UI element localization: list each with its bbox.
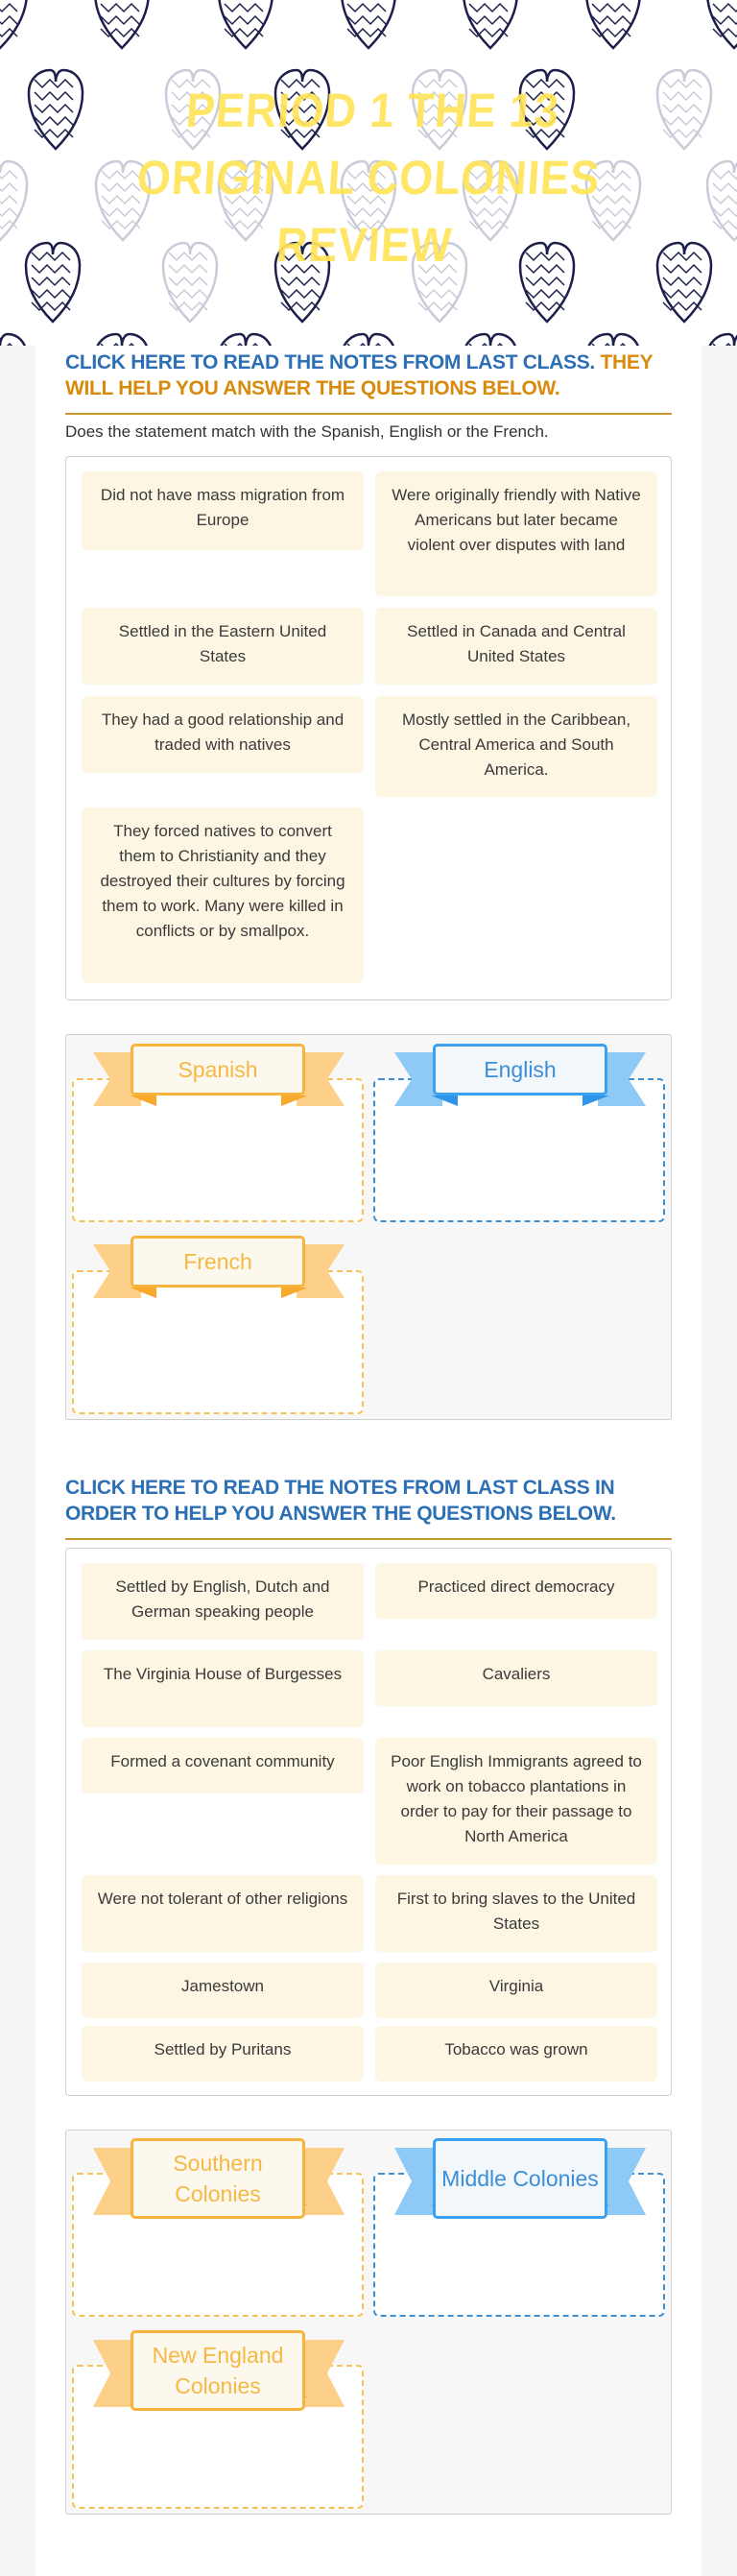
section2-heading [65,1475,672,1540]
heart-icon [342,334,395,346]
drag-card[interactable]: Tobacco was grown [375,2026,657,2082]
heart-icon [657,70,711,149]
drag-card[interactable]: Cavaliers [375,1650,657,1706]
drag-card[interactable]: Were originally friendly with Native Americans but later became violent over disputes with land [375,471,657,596]
drag-card[interactable]: Settled by English, Dutch and German speaking people [82,1563,364,1640]
drag-card[interactable]: Settled by Puritans [82,2026,364,2082]
heart-icon [219,334,273,346]
statement-cards-2 [65,1548,672,2096]
heart-icon [95,0,149,48]
heart-icon [707,334,737,346]
drag-card[interactable]: Virginia [375,1962,657,2018]
heart-icon [464,0,517,48]
bucket-label-southern: Southern Colonies [131,2138,305,2219]
drag-card[interactable]: Formed a covenant community [82,1738,364,1794]
notes-link-2[interactable]: CLICK HERE TO READ THE NOTES FROM LAST CLASS IN ORDER TO HELP YOU ANSWER THE QUESTIONS BELOW. [65,1477,616,1525]
page-title: PERIOD 1 THE 13 ORIGINAL COLONIES REVIEW [135,84,602,272]
heart-icon [707,0,737,48]
drag-card[interactable]: The Virginia House of Burgesses [82,1650,364,1727]
heart-icon [219,0,273,48]
heart-icon [29,70,83,149]
drag-card[interactable]: They forced natives to convert them to Christianity and they destroyed their cultures by forcing them to work. Many were killed in conflicts or by smallpox. [82,807,364,983]
drag-card[interactable]: Mostly settled in the Caribbean, Central America and South America. [375,696,657,797]
drag-card[interactable]: Were not tolerant of other religions [82,1875,364,1952]
drag-card[interactable]: Did not have mass migration from Europe [82,471,364,550]
heart-icon [586,334,640,346]
drag-card[interactable]: Poor English Immigrants agreed to work on tobacco plantations in order to pay for their passage to North America [375,1738,657,1865]
section1-heading-rest: THEY WILL HELP YOU ANSWER THE QUESTIONS BELOW. [65,351,653,399]
section1-heading [65,349,672,415]
heart-icon [707,161,737,240]
notes-link[interactable]: CLICK HERE TO READ THE NOTES FROM LAST CLASS. [65,351,595,373]
drag-card[interactable]: Settled in the Eastern United States [82,608,364,685]
heart-icon [95,334,149,346]
bucket-label-english: English [433,1044,607,1095]
heart-icon [342,0,395,48]
bucket-label-middle: Middle Colonies [433,2138,607,2219]
bucket-area-1 [65,1034,672,1420]
heart-icon [657,243,711,322]
drag-card[interactable]: Settled in Canada and Central United States [375,608,657,685]
heart-icon [0,334,27,346]
drag-card[interactable]: Jamestown [82,1962,364,2018]
heart-icon [26,243,80,322]
header-banner [0,0,737,346]
heart-icon [0,161,27,240]
worksheet-card [36,346,701,2576]
drag-card[interactable]: Practiced direct democracy [375,1563,657,1619]
bucket-area-2 [65,2130,672,2515]
heart-icon [464,334,517,346]
drag-card[interactable]: They had a good relationship and traded with natives [82,696,364,773]
statement-cards-1 [65,456,672,1000]
bucket-label-spanish: Spanish [131,1044,305,1095]
bucket-label-french: French [131,1236,305,1288]
drag-card[interactable]: First to bring slaves to the United States [375,1875,657,1952]
bucket-label-new-england: New England Colonies [131,2330,305,2411]
instruction-text: Does the statement match with the Spanish, English or the French. [65,422,549,441]
heart-icon [586,0,640,48]
heart-icon [0,0,27,48]
